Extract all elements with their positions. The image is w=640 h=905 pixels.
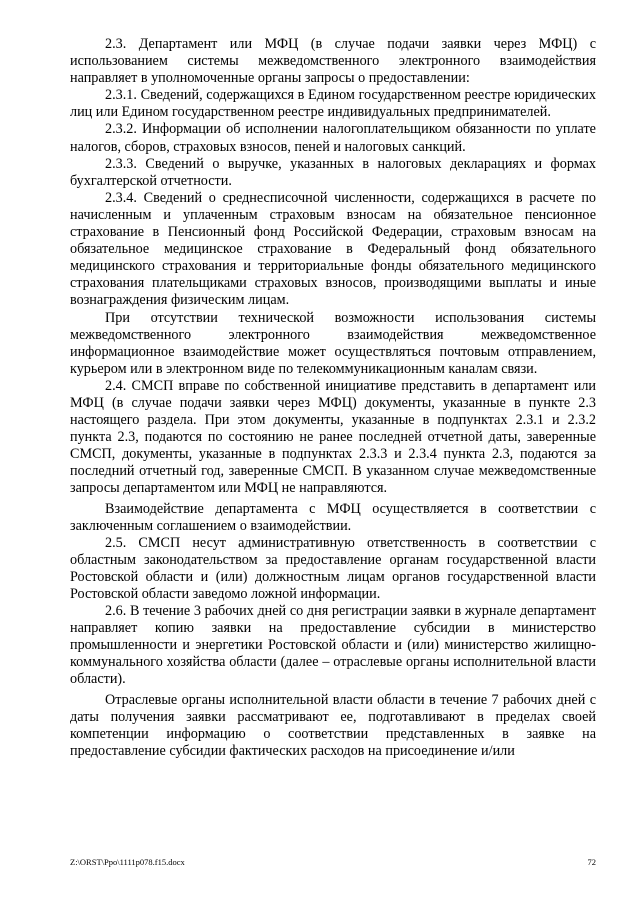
paragraph-interaction-mfc: Взаимодействие департамента с МФЦ осуществляется в соответствии с заключенным соглашением о взаимодействии. — [70, 500, 596, 534]
page-footer — [70, 857, 596, 871]
paragraph-sectoral-bodies: Отраслевые органы исполнительной власти области в течение 7 рабочих дней с даты получения заявки рассматривают ее, подготавливают в пределах своей компетенции информацию о соответствии представленных в заявке на предоставление субсидии фактических расходов на присоединение и/или — [70, 691, 596, 759]
page-number: 72 — [587, 857, 596, 867]
paragraph-2-3-2: 2.3.2. Информации об исполнении налогоплательщиком обязанности по уплате налогов, сборов, страховых взносов, пеней и налоговых санкций. — [70, 121, 596, 155]
paragraph-2-5: 2.5. СМСП несут административную ответственность в соответствии с областным законодательством за предоставление органам государственной власти Ростовской области и (или) должностным лицам органов государственной власти Ростовской области заведомо ложной информации. — [70, 534, 596, 602]
paragraph-2-6: 2.6. В течение 3 рабочих дней со дня регистрации заявки в журнале департамент направляет копию заявки на предоставление субсидии в министерство промышленности и энергетики Ростовской области и (или) министерство жилищно-коммунального хозяйства области (далее – отраслевые органы исполнительной власти области). — [70, 603, 596, 688]
paragraph-2-4: 2.4. СМСП вправе по собственной инициативе представить в департамент или МФЦ (в случае подачи заявки через МФЦ) документы, указанные в пункте 2.3 настоящего раздела. При этом документы, указанные в подпунктах 2.3.1 и 2.3.2 пункта 2.3, подаются по состоянию не ранее последней отчетной даты, заверенные СМСП, документы, указанные в подпунктах 2.3.3 и 2.3.4 пункта 2.3, подаются за последний отчетный год, заверенные СМСП. В указанном случае межведомственные запросы департаментом или МФЦ не направляются. — [70, 377, 596, 497]
paragraph-2-3-3: 2.3.3. Сведений о выручке, указанных в налоговых декларациях и формах бухгалтерской отчетности. — [70, 155, 596, 189]
footer-file-path: Z:\ORST\Ppo\1111p078.f15.docx — [70, 857, 185, 867]
paragraph-2-3-1: 2.3.1. Сведений, содержащихся в Едином государственном реестре юридических лиц или Едином государственном реестре индивидуальных предпринимателей. — [70, 87, 596, 121]
paragraph-2-3-4: 2.3.4. Сведений о среднесписочной численности, содержащихся в расчете по начисленным и уплаченным страховым взносам на обязательное пенсионное страхование в Пенсионный фонд Российской Федерации, страховым взносам на обязательное медицинское страхование в Федеральный фонд обязательного медицинского страхования и территориальные фонды обязательного медицинского страхования плательщиками страховых взносов, производящими выплаты и иные вознаграждения физическим лицам. — [70, 189, 596, 309]
paragraph-2-3: 2.3. Департамент или МФЦ (в случае подачи заявки через МФЦ) с использованием системы межведомственного электронного взаимодействия направляет в уполномоченные органы запросы о предоставлении: — [70, 36, 596, 87]
paragraph-no-technical-possibility: При отсутствии технической возможности использования системы межведомственного электронного взаимодействия межведомственное информационное взаимодействие может осуществляться почтовым отправлением, курьером или в электронном виде по телекоммуникационным каналам связи. — [70, 309, 596, 377]
document-body — [70, 36, 596, 760]
